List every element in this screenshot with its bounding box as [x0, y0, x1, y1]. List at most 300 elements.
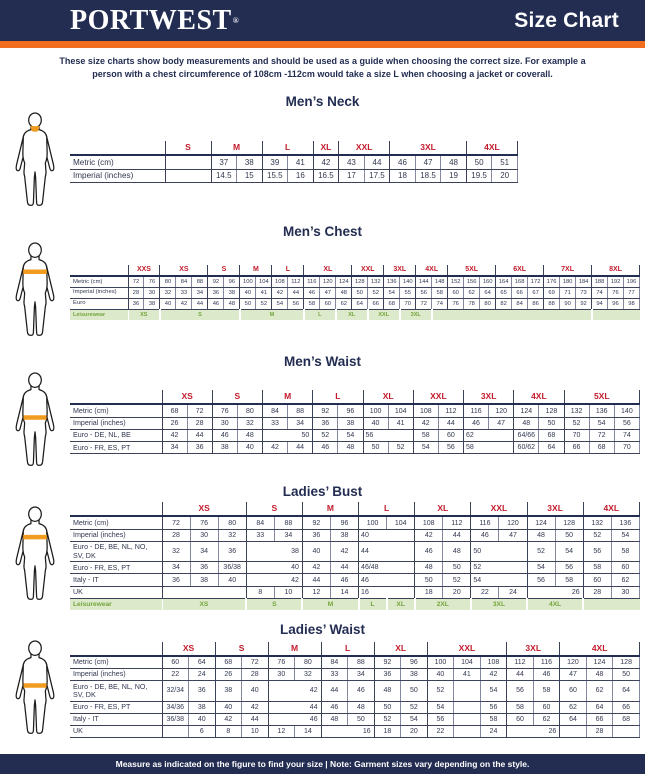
value-cell: 36 [190, 562, 218, 574]
value-cell: 50 [555, 529, 583, 541]
row-label: Euro - FR, ES, PT [70, 562, 162, 574]
size-header-xxl: XXL [427, 642, 507, 656]
size-header-4xl: 4XL [583, 502, 639, 516]
value-cell: 42 [246, 574, 302, 586]
leisurewear-size-cell: L [304, 309, 336, 320]
value-cell: 88 [544, 298, 560, 309]
value-cell: 16 [288, 169, 314, 182]
value-cell: 108 [480, 656, 507, 669]
value-cell: 46 [304, 287, 320, 298]
leisurewear-size-cell: M [240, 309, 304, 320]
value-cell: 88 [274, 516, 302, 529]
value-cell: 84 [246, 516, 274, 529]
value-cell: 46 [268, 713, 321, 725]
value-cell: 69 [544, 287, 560, 298]
value-cell: 36 [218, 541, 246, 561]
value-cell: 96 [224, 276, 240, 287]
value-cell: 54 [427, 701, 454, 713]
value-cell: 50 [466, 155, 492, 169]
size-header-xs: XS [160, 265, 208, 276]
leisurewear-size-cell [583, 598, 639, 610]
value-cell: 44 [268, 701, 321, 713]
size-header-5xl: 5XL [564, 390, 640, 404]
size-table-wrap [70, 390, 645, 454]
value-cell: 108 [415, 516, 443, 529]
value-cell: 144 [416, 276, 432, 287]
size-table-wrap [70, 502, 645, 609]
table-row [70, 574, 640, 586]
value-cell: 104 [256, 276, 272, 287]
value-cell: 36 [208, 287, 224, 298]
value-cell: 66 [512, 287, 528, 298]
value-cell: 48 [321, 713, 348, 725]
value-cell: 58 [480, 713, 507, 725]
value-cell: 66 [613, 701, 640, 713]
value-cell: 14.5 [211, 169, 237, 182]
value-cell: 15 [237, 169, 263, 182]
value-cell: 64 [613, 681, 640, 701]
size-header-5xl: 5XL [448, 265, 496, 276]
row-label: Euro - FR, ES, PT [70, 701, 162, 713]
value-cell: 38 [246, 541, 302, 561]
table-row [70, 404, 640, 417]
value-cell: 112 [438, 404, 463, 417]
corner-cell [70, 265, 128, 276]
value-cell: 42 [176, 298, 192, 309]
value-cell: 64 [352, 298, 368, 309]
table-row [70, 713, 640, 725]
value-cell: 56 [583, 541, 611, 561]
value-cell: 32 [218, 529, 246, 541]
value-cell: 37 [211, 155, 237, 169]
value-cell: 26 [162, 417, 187, 429]
value-cell: 128 [539, 404, 564, 417]
value-cell: 48 [336, 287, 352, 298]
value-cell: 46 [390, 155, 416, 169]
table-row [70, 429, 640, 441]
value-cell: 41 [388, 417, 413, 429]
value-cell: 76 [268, 656, 295, 669]
value-cell: 46/48 [359, 562, 415, 574]
value-cell: 32 [162, 541, 190, 561]
section-mens-chest [0, 224, 645, 342]
value-cell: 42 [162, 429, 187, 441]
size-header-4xl: 4XL [416, 265, 448, 276]
value-cell: 140 [614, 404, 639, 417]
value-cell: 54 [413, 442, 438, 454]
row-label: Imperial (inches) [70, 417, 162, 429]
value-cell: 100 [240, 276, 256, 287]
value-cell: 168 [512, 276, 528, 287]
value-cell: 44 [359, 541, 415, 561]
value-cell: 18.5 [415, 169, 441, 182]
value-cell: 50 [401, 681, 428, 701]
size-header-m: M [302, 502, 358, 516]
leisurewear-size-cell: 3XL [471, 598, 527, 610]
value-cell: 19.5 [466, 169, 492, 182]
portwest-logo: PORTWEST® [70, 4, 240, 36]
value-cell: 28 [128, 287, 144, 298]
value-cell [454, 681, 481, 701]
value-cell: 184 [576, 276, 592, 287]
value-cell: 46 [348, 681, 375, 701]
value-cell: 120 [560, 656, 587, 669]
table-row [70, 562, 640, 574]
value-cell [162, 725, 189, 737]
leisurewear-size-cell: S [160, 309, 240, 320]
value-cell: 86 [528, 298, 544, 309]
value-cell: 68 [215, 656, 242, 669]
value-cell: 80 [218, 516, 246, 529]
value-cell: 47 [489, 417, 514, 429]
value-cell: 42 [215, 713, 242, 725]
chest-measurement-figure [8, 242, 62, 342]
value-cell: 80 [295, 656, 322, 669]
value-cell: 54 [384, 287, 400, 298]
value-cell: 28 [187, 417, 212, 429]
table-row [70, 701, 640, 713]
corner-cell [70, 390, 162, 404]
value-cell: 46 [313, 442, 338, 454]
row-label: Metric (cm) [70, 276, 128, 287]
value-cell: 58 [583, 562, 611, 574]
value-cell: 50 [613, 668, 640, 680]
value-cell: 34 [190, 541, 218, 561]
body-figure-waist [0, 372, 70, 472]
value-cell: 66 [586, 713, 613, 725]
value-cell: 72 [416, 298, 432, 309]
value-cell: 24 [189, 668, 216, 680]
value-cell: 38 [330, 529, 358, 541]
section-mens-neck [0, 94, 645, 212]
leisurewear-label: Leisurewear [70, 309, 128, 320]
value-cell: 38 [224, 287, 240, 298]
table-row [70, 169, 518, 182]
value-cell: 92 [208, 276, 224, 287]
value-cell: 46 [321, 701, 348, 713]
value-cell: 17 [339, 169, 365, 182]
value-cell: 44 [288, 287, 304, 298]
value-cell: 48 [527, 529, 555, 541]
leisurewear-size-cell [432, 309, 592, 320]
value-cell: 92 [576, 298, 592, 309]
value-cell: 62 [464, 287, 480, 298]
value-cell: 64 [539, 442, 564, 454]
value-cell: 56 [438, 442, 463, 454]
value-cell: 82 [496, 298, 512, 309]
value-cell: 40 [302, 541, 330, 561]
value-cell: 28 [586, 725, 613, 737]
value-cell: 24 [480, 725, 507, 737]
value-cell: 54 [480, 681, 507, 701]
value-cell: 44 [187, 429, 212, 441]
section-body [0, 640, 645, 740]
value-cell: 132 [368, 276, 384, 287]
size-header-l: L [313, 390, 363, 404]
value-cell: 188 [592, 276, 608, 287]
size-table-mens-chest [70, 265, 640, 319]
value-cell: 100 [363, 404, 388, 417]
value-cell: 36 [302, 529, 330, 541]
value-cell: 62 [533, 713, 560, 725]
value-cell: 104 [387, 516, 415, 529]
value-cell: 80 [160, 276, 176, 287]
value-cell: 12 [268, 725, 295, 737]
value-cell: 22 [162, 668, 189, 680]
value-cell: 48 [237, 429, 262, 441]
value-cell: 44 [302, 574, 330, 586]
value-cell: 76 [144, 276, 160, 287]
header-bar [0, 0, 645, 41]
value-cell: 120 [320, 276, 336, 287]
value-cell: 26 [215, 668, 242, 680]
value-cell: 42 [263, 442, 288, 454]
footer-text: Measure as indicated on the figure to find your size | Note: Garment sizes vary depending on the style. [115, 759, 530, 769]
value-cell: 100 [359, 516, 387, 529]
value-cell: 50 [363, 442, 388, 454]
leisurewear-size-cell [592, 309, 640, 320]
value-cell: 160 [480, 276, 496, 287]
value-cell: 68 [384, 298, 400, 309]
value-cell: 38 [189, 701, 216, 713]
value-cell: 50 [352, 287, 368, 298]
section-body [0, 112, 645, 212]
leisurewear-size-cell: XS [128, 309, 160, 320]
size-header-l: L [321, 642, 374, 656]
table-row [70, 529, 640, 541]
value-cell: 50 [263, 429, 313, 441]
row-label: Metric (cm) [70, 656, 162, 669]
value-cell [165, 155, 211, 169]
value-cell: 64 [480, 287, 496, 298]
value-cell: 72 [242, 656, 269, 669]
value-cell: 38 [237, 155, 263, 169]
value-cell: 76 [448, 298, 464, 309]
value-cell: 180 [560, 276, 576, 287]
value-cell: 72 [162, 516, 190, 529]
value-cell: 46 [471, 529, 499, 541]
value-cell: 80 [237, 404, 262, 417]
value-cell: 42 [268, 681, 321, 701]
value-cell: 12 [302, 586, 330, 598]
value-cell: 72 [128, 276, 144, 287]
value-cell: 52 [564, 417, 589, 429]
value-cell: 10 [274, 586, 302, 598]
value-cell: 80 [480, 298, 496, 309]
value-cell: 28 [242, 668, 269, 680]
value-cell: 84 [263, 404, 288, 417]
section-title: Ladies’ Waist [279, 621, 366, 637]
leisurewear-size-cell: L [359, 598, 387, 610]
value-cell: 30 [212, 417, 237, 429]
value-cell: 124 [336, 276, 352, 287]
value-cell [613, 725, 640, 737]
value-cell: 36 [162, 574, 190, 586]
value-cell: 68 [539, 429, 564, 441]
corner-cell [70, 502, 162, 516]
size-header-3xl: 3XL [507, 642, 560, 656]
value-cell: 60 [438, 429, 463, 441]
value-cell: 56 [555, 562, 583, 574]
sections-container [0, 80, 645, 754]
value-cell: 38 [212, 442, 237, 454]
value-cell: 50 [471, 541, 527, 561]
value-cell: 52 [256, 298, 272, 309]
value-cell: 33 [321, 668, 348, 680]
table-row [70, 276, 640, 287]
value-cell: 52 [443, 574, 471, 586]
value-cell: 30 [190, 529, 218, 541]
size-header-s: S [208, 265, 240, 276]
value-cell: 41 [454, 668, 481, 680]
size-header-6xl: 6XL [496, 265, 544, 276]
value-cell: 98 [624, 298, 640, 309]
value-cell: 18 [415, 586, 443, 598]
section-body [0, 502, 645, 609]
value-cell: 68 [613, 713, 640, 725]
value-cell: 32 [295, 668, 322, 680]
value-cell: 52 [583, 529, 611, 541]
value-cell: 54 [338, 429, 363, 441]
size-header-3xl: 3XL [527, 502, 583, 516]
value-cell: 42 [272, 287, 288, 298]
value-cell: 41 [256, 287, 272, 298]
value-cell: 38 [215, 681, 242, 701]
value-cell: 58 [464, 442, 514, 454]
value-cell: 46 [464, 417, 489, 429]
value-cell: 36 [128, 298, 144, 309]
value-cell: 50 [374, 701, 401, 713]
section-mens-waist [0, 354, 645, 472]
size-header-l: L [272, 265, 304, 276]
size-header-xxl: XXL [471, 502, 527, 516]
value-cell: 16 [321, 725, 374, 737]
value-cell: 72 [187, 404, 212, 417]
size-header-8xl: 8XL [592, 265, 640, 276]
value-cell: 156 [464, 276, 480, 287]
value-cell: 47 [499, 529, 527, 541]
value-cell: 132 [564, 404, 589, 417]
value-cell: 40 [215, 701, 242, 713]
value-cell: 66 [564, 442, 589, 454]
value-cell: 66 [368, 298, 384, 309]
value-cell: 24 [499, 586, 527, 598]
size-table-ladies-bust [70, 502, 640, 609]
size-header-row [70, 265, 640, 276]
value-cell: 54 [471, 574, 527, 586]
value-cell: 71 [560, 287, 576, 298]
value-cell: 96 [338, 404, 363, 417]
size-header-s: S [165, 141, 211, 155]
value-cell: 148 [432, 276, 448, 287]
size-header-m: M [240, 265, 272, 276]
value-cell: 52 [374, 713, 401, 725]
size-header-xl: XL [304, 265, 352, 276]
value-cell: 124 [527, 516, 555, 529]
value-cell: 39 [262, 155, 288, 169]
value-cell: 50 [443, 562, 471, 574]
size-header-xl: XL [363, 390, 413, 404]
leisurewear-size-cell: 4XL [527, 598, 583, 610]
size-header-xxs: XXS [128, 265, 160, 276]
value-cell: 52 [427, 681, 454, 701]
value-cell: 20 [443, 586, 471, 598]
value-cell: 8 [246, 586, 274, 598]
registered-mark: ® [232, 15, 240, 25]
neck-measurement-figure [8, 112, 62, 212]
value-cell: 74 [432, 298, 448, 309]
table-row [70, 668, 640, 680]
value-cell: 17.5 [364, 169, 390, 182]
section-body [0, 242, 645, 342]
value-cell: 58 [507, 701, 534, 713]
value-cell: 124 [514, 404, 539, 417]
body-figure-neck [0, 112, 70, 212]
value-cell: 32 [237, 417, 262, 429]
value-cell: 164 [496, 276, 512, 287]
value-cell: 124 [586, 656, 613, 669]
value-cell: 68 [162, 404, 187, 417]
value-cell: 55 [400, 287, 416, 298]
waist-measurement-figure [8, 372, 62, 472]
value-cell: 60/62 [514, 442, 539, 454]
section-body [0, 372, 645, 472]
value-cell: 52 [471, 562, 527, 574]
value-cell: 16 [359, 586, 415, 598]
leisurewear-label: Leisurewear [70, 598, 162, 610]
value-cell: 52 [313, 429, 338, 441]
value-cell: 58 [611, 541, 639, 561]
value-cell: 44 [364, 155, 390, 169]
value-cell: 172 [528, 276, 544, 287]
leisurewear-row [70, 598, 640, 610]
value-cell: 58 [304, 298, 320, 309]
value-cell: 14 [295, 725, 322, 737]
body-figure-chest [0, 242, 70, 342]
value-cell: 68 [589, 442, 614, 454]
table-row [70, 298, 640, 309]
value-cell: 176 [544, 276, 560, 287]
value-cell: 56 [363, 429, 413, 441]
value-cell: 92 [374, 656, 401, 669]
table-row [70, 287, 640, 298]
value-cell: 116 [304, 276, 320, 287]
value-cell: 88 [348, 656, 375, 669]
value-cell: 46 [208, 298, 224, 309]
value-cell: 116 [471, 516, 499, 529]
size-header-3xl: 3XL [464, 390, 514, 404]
value-cell: 96 [608, 298, 624, 309]
value-cell: 14 [330, 586, 358, 598]
value-cell: 48 [441, 155, 467, 169]
section-title: Ladies’ Bust [282, 484, 363, 500]
size-header-7xl: 7XL [544, 265, 592, 276]
value-cell: 64 [586, 701, 613, 713]
value-cell: 92 [302, 516, 330, 529]
row-label: Euro - DE, BE, NL, NO, SV, DK [70, 541, 162, 561]
value-cell: 52 [401, 701, 428, 713]
value-cell: 62 [611, 574, 639, 586]
row-label: Imperial (inches) [70, 287, 128, 298]
value-cell: 58 [555, 574, 583, 586]
size-header-m: M [211, 141, 262, 155]
value-cell: 120 [499, 516, 527, 529]
value-cell: 28 [583, 586, 611, 598]
value-cell: 52 [368, 287, 384, 298]
table-row [70, 442, 640, 454]
value-cell: 70 [614, 442, 639, 454]
value-cell: 33 [176, 287, 192, 298]
